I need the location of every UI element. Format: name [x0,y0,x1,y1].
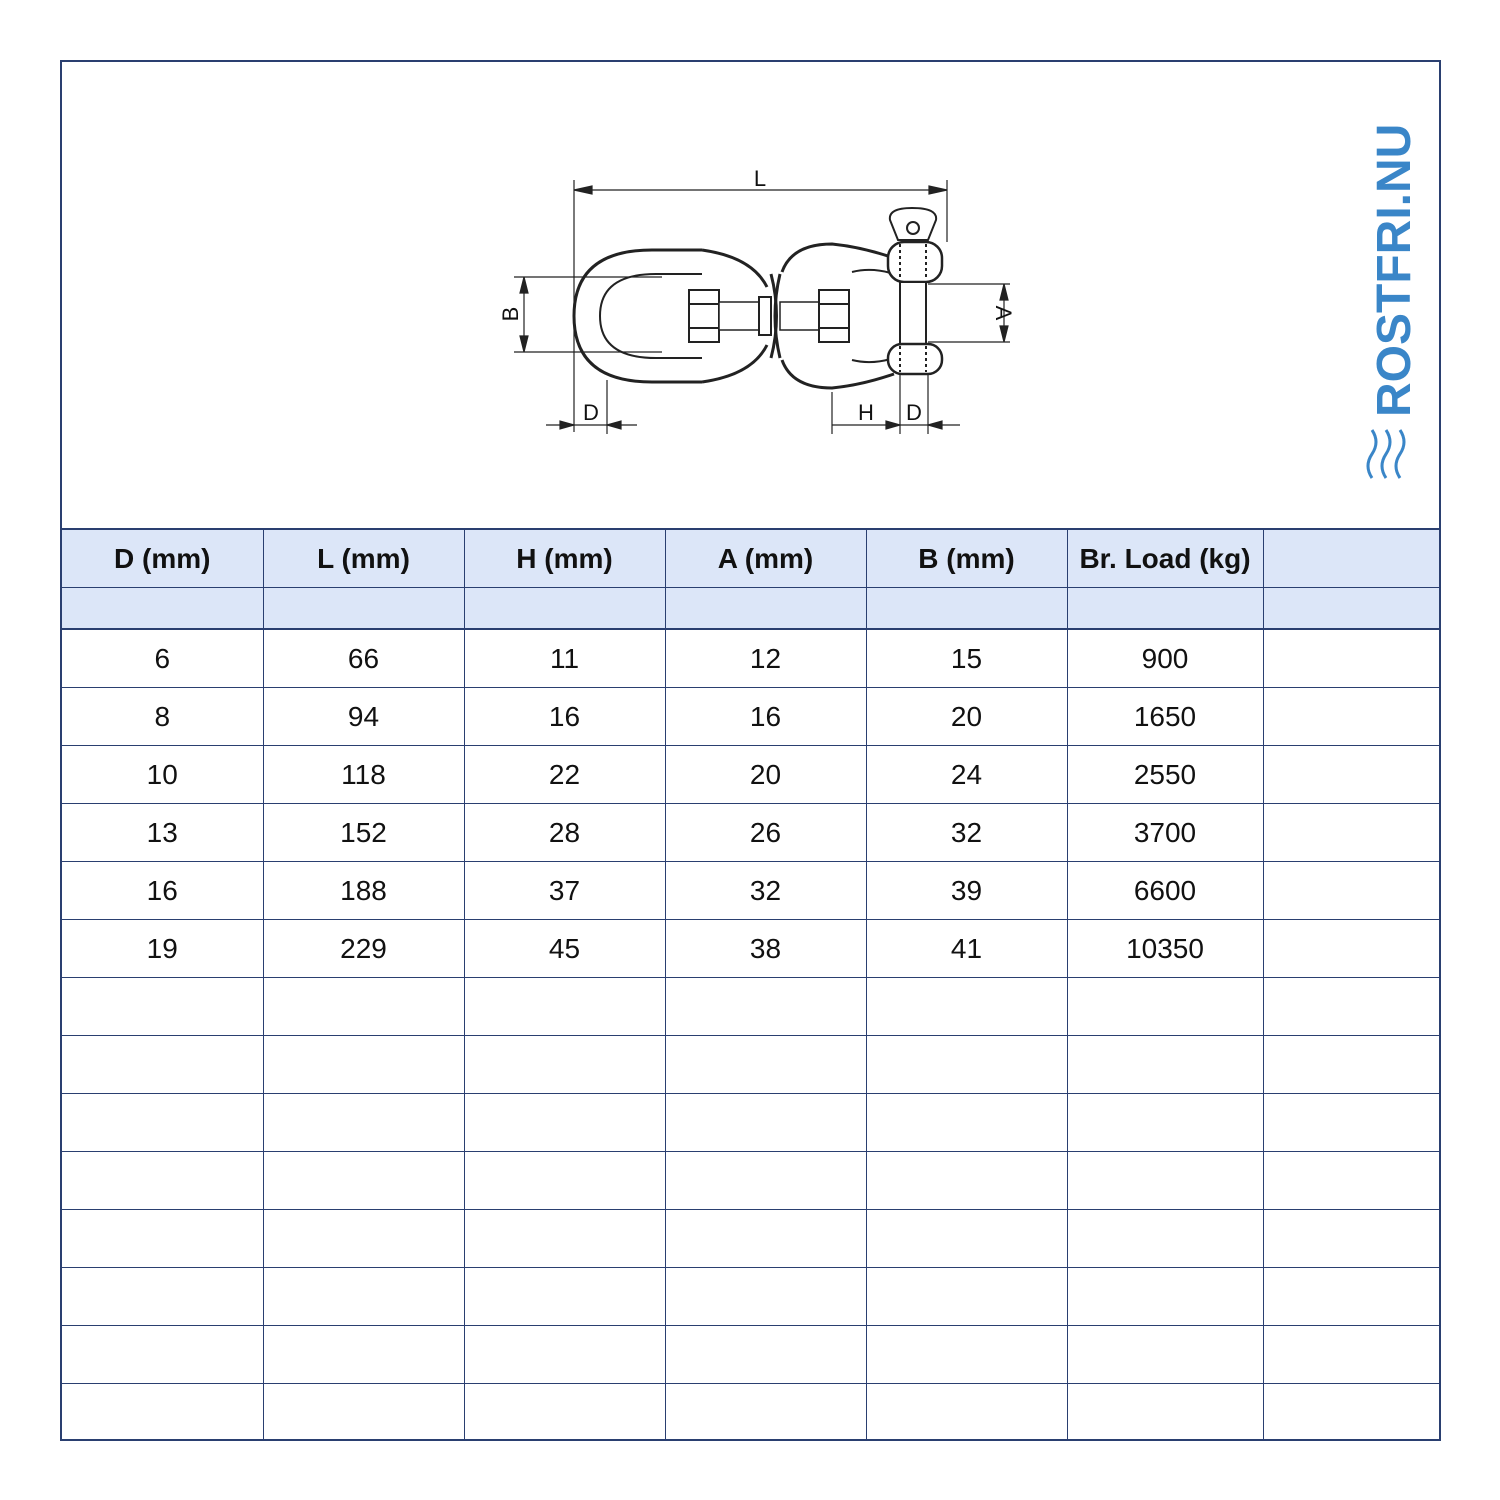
cell-a: 12 [665,629,866,688]
cell-h: 16 [464,688,665,746]
cell-b: 41 [866,920,1067,978]
header-break-load: Br. Load (kg) [1067,529,1263,588]
table-row [62,920,1439,978]
cell-l: 94 [263,688,464,746]
cell-l: 152 [263,804,464,862]
dim-label-h: H [858,400,874,425]
cell-load: 1650 [1067,688,1263,746]
cell-h: 11 [464,629,665,688]
cell-d: 10 [62,746,263,804]
empty-row [62,1036,1439,1094]
cell-blank [1263,688,1439,746]
left-eye-outer [574,250,702,382]
cell-load: 900 [1067,629,1263,688]
table-row [62,688,1439,746]
cell-b: 20 [866,688,1067,746]
cell-d: 6 [62,629,263,688]
cell-b: 39 [866,862,1067,920]
cell-load: 10350 [1067,920,1263,978]
cell-h: 28 [464,804,665,862]
cell-a: 38 [665,920,866,978]
header-spacer-row [62,588,1439,630]
cell-d: 19 [62,920,263,978]
header-a: A (mm) [665,529,866,588]
pin-bottom-collar [888,344,942,374]
dim-label-d-left: D [583,400,599,425]
cell-l: 118 [263,746,464,804]
left-nut [689,290,719,342]
cell-l: 229 [263,920,464,978]
spec-sheet-frame [60,60,1441,1441]
header-l: L (mm) [263,529,464,588]
header-blank [1263,529,1439,588]
header-h: H (mm) [464,529,665,588]
dim-label-b: B [498,306,523,322]
left-eye-inner [600,274,702,358]
wave-icon [1368,430,1404,478]
cell-load: 6600 [1067,862,1263,920]
cell-a: 20 [665,746,866,804]
cell-load: 2550 [1067,746,1263,804]
table-row [62,746,1439,804]
cell-blank [1263,920,1439,978]
cell-blank [1263,746,1439,804]
dim-label-l: L [753,166,767,191]
cell-d: 13 [62,804,263,862]
pin-eye [890,208,936,240]
table-row [62,804,1439,862]
cell-h: 45 [464,920,665,978]
empty-row [62,1210,1439,1268]
technical-drawing-area [62,62,1439,528]
right-nut [819,290,849,342]
cell-a: 26 [665,804,866,862]
pin-top-collar [888,242,942,282]
empty-row [62,1268,1439,1326]
table-row [62,629,1439,688]
cell-b: 32 [866,804,1067,862]
empty-row [62,1384,1439,1442]
cell-load: 3700 [1067,804,1263,862]
cell-b: 15 [866,629,1067,688]
dim-label-a: A [991,305,1016,321]
brand-logo [1362,112,1422,492]
cell-l: 188 [263,862,464,920]
empty-row [62,1326,1439,1384]
cell-blank [1263,804,1439,862]
table-row [62,862,1439,920]
empty-row [62,978,1439,1036]
empty-row [62,1152,1439,1210]
cell-b: 24 [866,746,1067,804]
swivel-shackle-diagram [62,62,1439,528]
brand-wordmark: ROSTFRI.NU [1368,123,1421,417]
cell-h: 22 [464,746,665,804]
header-b: B (mm) [866,529,1067,588]
cell-a: 32 [665,862,866,920]
cell-blank [1263,862,1439,920]
header-d: D (mm) [62,529,263,588]
cell-d: 16 [62,862,263,920]
cell-h: 37 [464,862,665,920]
spec-table [62,528,1439,1441]
cell-l: 66 [263,629,464,688]
dim-label-d-right: D [906,400,922,425]
cell-blank [1263,629,1439,688]
cell-a: 16 [665,688,866,746]
table-header-row [62,529,1439,588]
empty-row [62,1094,1439,1152]
cell-d: 8 [62,688,263,746]
pin-shaft [900,282,926,344]
